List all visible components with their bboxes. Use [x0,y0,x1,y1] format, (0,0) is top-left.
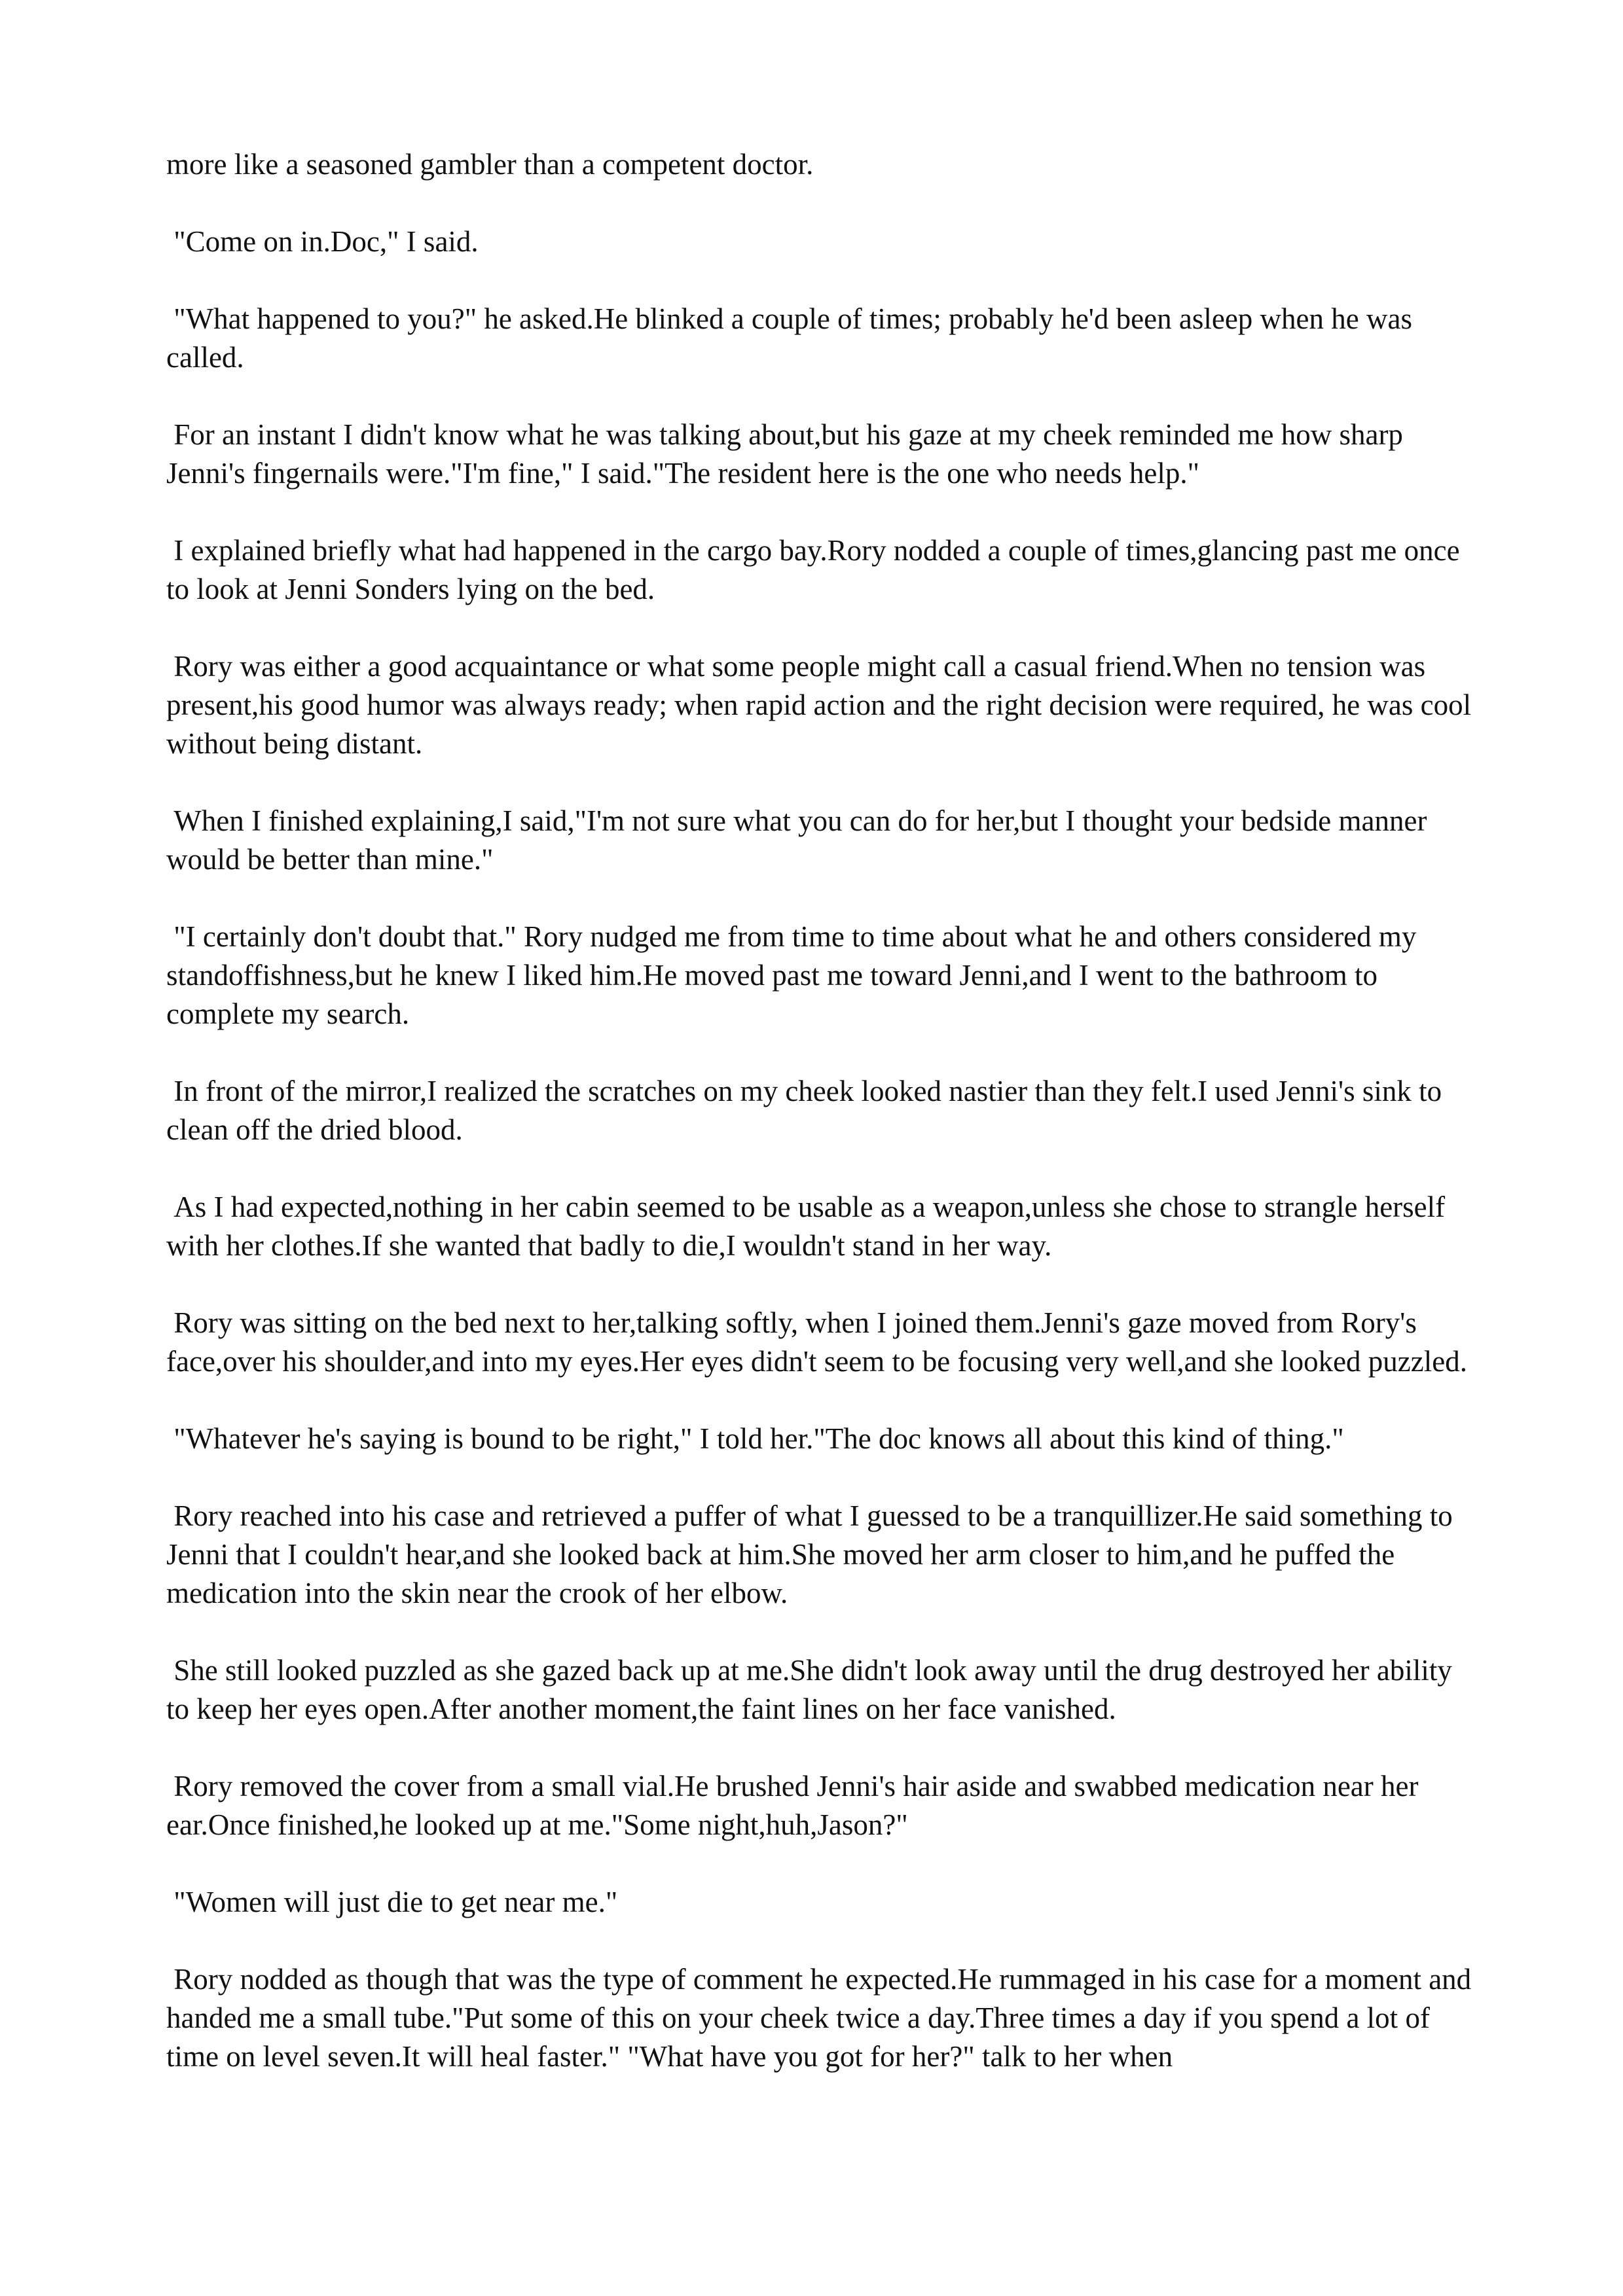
paragraph: Rory reached into his case and retrieved a puffer of what I guessed to be a tranquillizer.He said something to Jenni that I couldn't hear,and she looked back at him.She moved her arm closer to him,and he puffed the medication into the skin near the crook of her elbow. [166,1499,1461,1609]
paragraph: Rory was sitting on the bed next to her,talking softly, when I joined them.Jenni's gaze moved from Rory's face,over his shoulder,and into my eyes.Her eyes didn't seem to be focusing very well,and she looked puzzled. [166,1306,1467,1378]
paragraph: For an instant I didn't know what he was talking about,but his gaze at my cheek reminded me how sharp Jenni's fingernails were."I'm fine," I said."The resident here is the one who needs help." [166,418,1411,490]
paragraph: As I had expected,nothing in her cabin seemed to be usable as a weapon,unless she chose to strangle herself with her clothes.If she wanted that badly to die,I wouldn't stand in her way. [166,1191,1453,1262]
paragraph: "What happened to you?" he asked.He blinked a couple of times; probably he'd been asleep when he was called. [166,302,1420,374]
paragraph: "Women will just die to get near me." [166,1886,618,1918]
paragraph: Rory nodded as though that was the type of comment he expected.He rummaged in his case for a moment and handed me a small tube."Put some of this on your cheek twice a day.Three times a day if you spend a lot of time on level seven.It will heal faster." "What have you got for her?" talk to her when [166,1963,1479,2073]
paragraph: When I finished explaining,I said,"I'm not sure what you can do for her,but I thought your bedside manner would be better than mine." [166,804,1434,876]
paragraph: In front of the mirror,I realized the scratches on my cheek looked nastier than they felt.I used Jenni's sink to clean off the dried blood. [166,1075,1450,1146]
paragraph: more like a seasoned gambler than a competent doctor. [166,148,814,181]
paragraph: "Come on in.Doc," I said. [166,225,479,258]
paragraph: "Whatever he's saying is bound to be right," I told her."The doc knows all about this kind of thing." [166,1422,1344,1455]
paragraph: "I certainly don't doubt that." Rory nudged me from time to time about what he and others considered my standoffishness,but he knew I liked him.He moved past me toward Jenni,and I went to the bathroom to complete my search. [166,920,1424,1030]
paragraph: I explained briefly what had happened in the cargo bay.Rory nodded a couple of times,glancing past me once to look at Jenni Sonders lying on the bed. [166,534,1467,605]
body-text [166,145,1479,2076]
paragraph: She still looked puzzled as she gazed back up at me.She didn't look away until the drug destroyed her ability to keep her eyes open.After another moment,the faint lines on her face vanished. [166,1654,1460,1725]
paragraph: Rory was either a good acquaintance or what some people might call a casual friend.When no tension was present,his good humor was always ready; when rapid action and the right decision were required, he was cool without being distant. [166,650,1479,760]
paragraph: Rory removed the cover from a small vial.He brushed Jenni's hair aside and swabbed medication near her ear.Once finished,he looked up at me."Some night,huh,Jason?" [166,1770,1426,1841]
